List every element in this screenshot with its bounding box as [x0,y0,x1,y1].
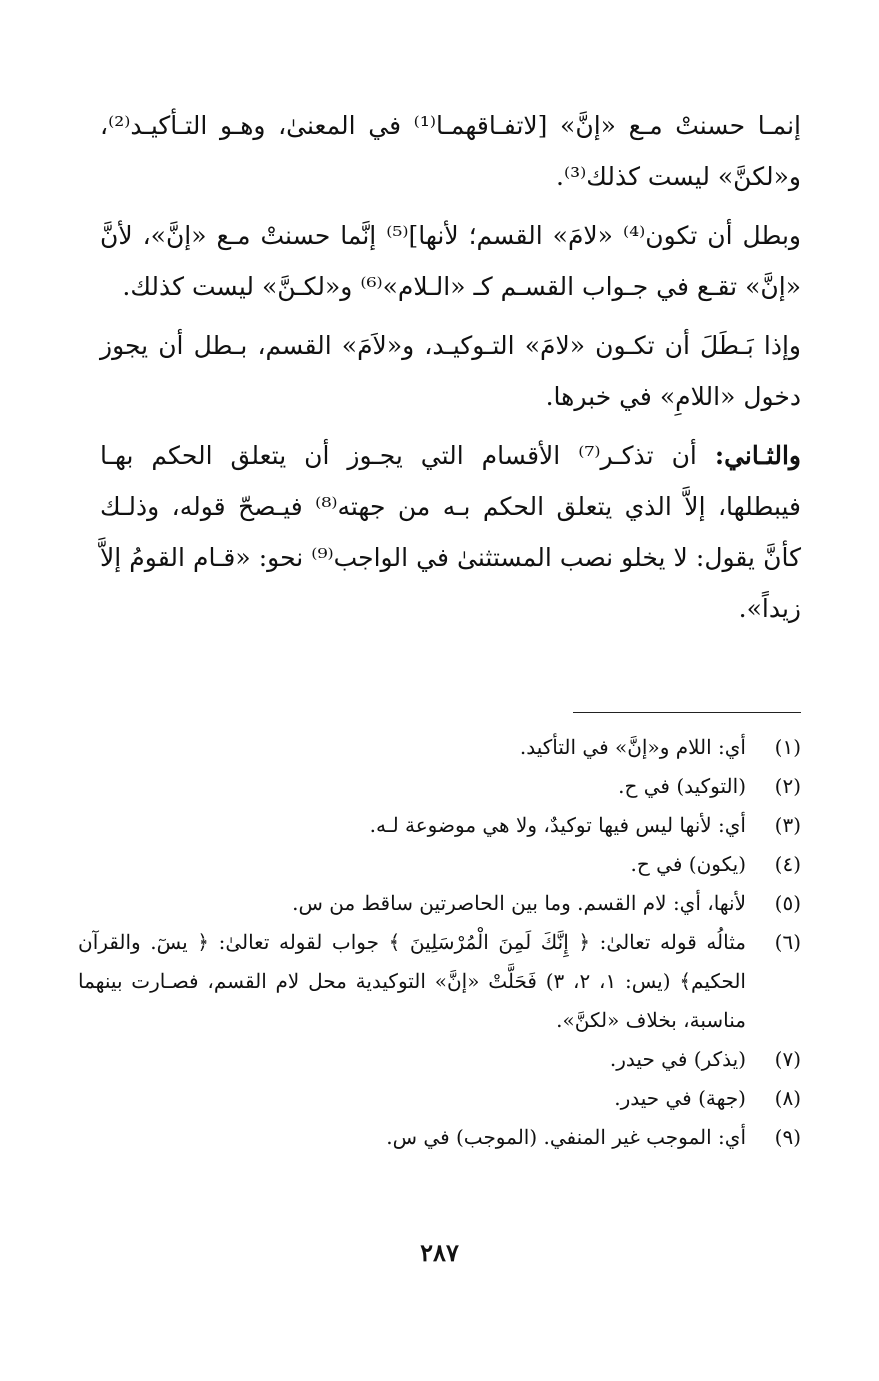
main-text [100,100,801,642]
footnote-number: (٦) [774,930,801,954]
footnote [78,884,801,923]
footnote-number: (٣) [774,813,801,837]
footnote-number: (٤) [774,852,801,876]
footnote [78,806,801,845]
paragraph-3: وإذا بَـطَلَ أن تكـون «لامَ» التـوكيـد، و«لاَمَ» القسم، بـطل أن يجوز دخول «اللامِ» في خبرها. [100,331,801,411]
footnote [78,728,801,767]
footnote-number: (٥) [774,891,801,915]
footnote [78,1118,801,1157]
footnote [78,1079,801,1118]
footnote-text: أي: لأنها ليس فيها توكيدٌ، ولا هي موضوعة لـه. [369,813,746,837]
paragraph-4-lead: والثـاني: [714,441,801,470]
footnote-separator [573,712,801,713]
footnote-number: (١) [774,735,801,759]
footnote [78,923,801,1040]
footnote-number: (٧) [774,1047,801,1071]
footnote-text: (يكون) في ح. [630,852,746,876]
footnote-number: (٩) [774,1125,801,1149]
footnote-text: (يذكر) في حيدر. [609,1047,746,1071]
paragraph-2: وبطل أن تكون⁽⁴⁾ «لامَ» القسم؛ لأنها]⁽⁵⁾ إنَّما حسنتْ مـع «إنَّ»، لأنَّ «إنَّ» تقـع في جـواب القسـم كـ «الـلام»⁽⁶⁾ و«لكـنَّ» ليست كذلك. [100,221,801,301]
footnotes [78,728,801,1157]
footnote [78,1040,801,1079]
footnote-text: (جهة) في حيدر. [614,1086,746,1110]
footnote-number: (٨) [774,1086,801,1110]
paragraph-4-text: أن تذكـر⁽⁷⁾ الأقسام التي يجـوز أن يتعلق الحكم بهـا فيبطلها، إلاَّ الذي يتعلق الحكم بـه من جهته⁽⁸⁾ فيـصحّ قوله، وذلـك كأنَّ يقول: لا يخلو نصب المستثنىٰ في الواجب⁽⁹⁾ نحو: «قـام القومُ إلاَّ زيداً». [100,441,801,623]
footnote [78,767,801,806]
paragraph-1: إنمـا حسنتْ مـع «إنَّ» [لاتفـاقهمـا⁽¹⁾ في المعنىٰ، وهـو التـأكيـد⁽²⁾، و«لكنَّ» ليست كذلك⁽³⁾. [100,111,801,191]
footnote-text: لأنها، أي: لام القسم. وما بين الحاصرتين ساقط من س. [292,891,746,915]
footnote-text: أي: الموجب غير المنفي. (الموجب) في س. [386,1125,746,1149]
footnote-text: مثالُه قوله تعالىٰ: ﴿ إِنَّكَ لَمِنَ الْمُرْسَلِينَ ﴾ جواب لقوله تعالىٰ: ﴿ يسٓ. والقرآن الحكيم﴾ (يس: ١، ٢، ٣) فَحَلَّتْ «إنَّ» التوكيدية محل لام القسم، فصـارت بينهما مناسبة، بخلاف «لكنَّ». [78,930,746,1032]
footnote-text: (التوكيد) في ح. [618,774,746,798]
footnote-text: أي: اللام و«إنَّ» في التأكيد. [519,735,746,759]
footnote-number: (٢) [774,774,801,798]
footnote [78,845,801,884]
paragraph-4 [100,430,801,634]
page-number: ٢٨٧ [420,1238,459,1267]
